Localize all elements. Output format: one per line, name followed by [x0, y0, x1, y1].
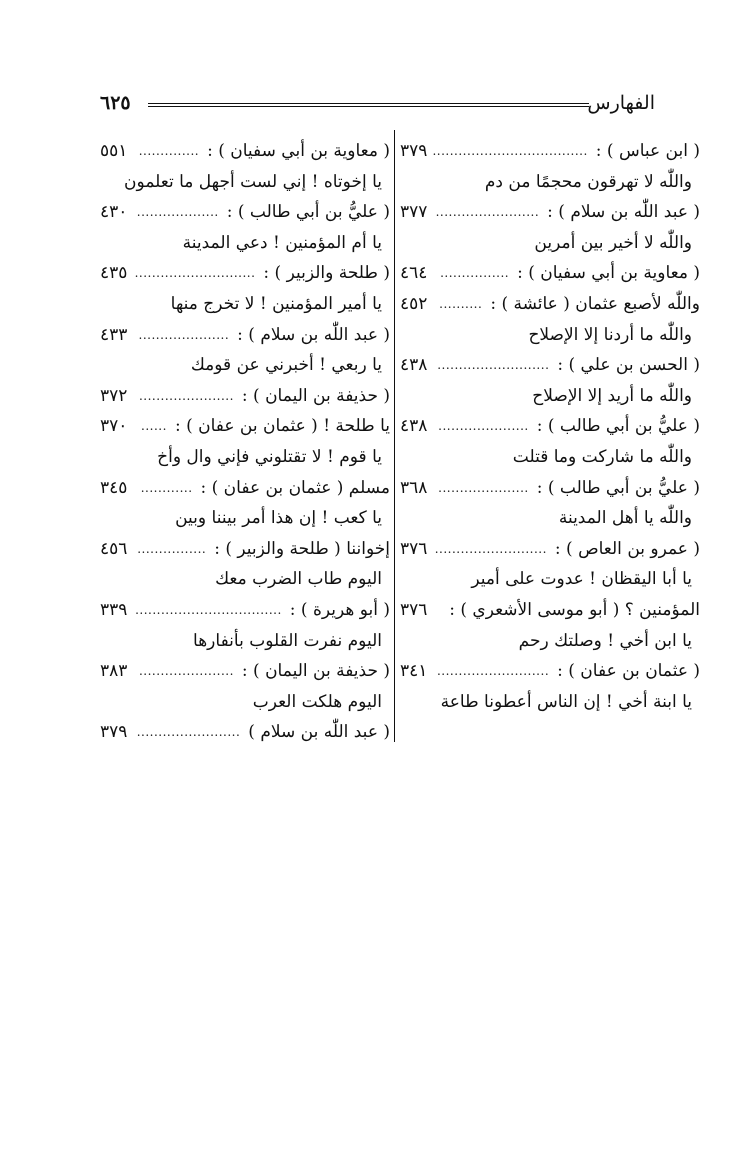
leader-dots: .................................... — [432, 144, 588, 158]
index-entry-ref — [400, 473, 700, 504]
leader-dots: ..................... — [138, 327, 230, 342]
entry-label: اليوم نفرت القلوب بأنفارها — [193, 630, 382, 651]
index-entry-text — [400, 381, 700, 412]
leader-dots: ...................... — [138, 664, 234, 679]
entry-label: ( عليُّ بن أبي طالب ) : — [226, 202, 390, 223]
entry-label: يا طلحة ! ( عثمان بن عفان ) : — [174, 416, 390, 437]
leader-dots: ........................ — [136, 725, 241, 740]
index-entry-text — [100, 228, 390, 259]
index-entry-ref — [100, 320, 390, 351]
leader-dots: .......................... — [437, 358, 550, 373]
entry-page-number: ٣٤١ — [400, 661, 428, 682]
index-entry-ref — [400, 595, 700, 626]
entry-page-number: ٣٧٩ — [100, 722, 128, 743]
index-entry-text — [100, 289, 390, 320]
index-entry-ref — [100, 534, 390, 565]
index-entry-ref — [400, 656, 700, 687]
left-column — [100, 136, 390, 748]
index-entry-text — [100, 687, 390, 718]
index-entry-text — [400, 503, 700, 534]
entry-label: يا أمير المؤمنين ! لا تخرج منها — [170, 293, 382, 314]
index-entry-ref — [400, 289, 700, 320]
entry-label: واللّٰه لا أخير بين أمرين — [534, 232, 692, 253]
entry-label: ( حذيفة بن اليمان ) : — [241, 661, 390, 682]
leader-dots: .............. — [138, 144, 200, 158]
index-entry-text — [400, 228, 700, 259]
entry-label: ( عليُّ بن أبي طالب ) : — [536, 416, 700, 437]
entry-label: إخواننا ( طلحة والزبير ) : — [214, 538, 390, 559]
entry-page-number: ٤٣٠ — [100, 202, 128, 223]
entry-label: يا ابنة أخي ! إن الناس أعطونا طاعة — [440, 691, 692, 712]
index-entry-ref — [100, 717, 390, 748]
column-divider — [394, 130, 395, 742]
entry-label: واللّٰه ما أردنا إلا الإصلاح — [528, 324, 692, 345]
page-header — [100, 92, 655, 118]
entry-label: واللّٰه ما أريد إلا الإصلاح — [532, 385, 692, 406]
entry-label: ( ابن عباس ) : — [595, 141, 700, 161]
entry-label: واللّٰه ما شاركت وما قتلت — [512, 446, 692, 467]
index-entry-ref — [100, 197, 390, 228]
entry-label: واللّٰه لأصبع عثمان ( عائشة ) : — [490, 293, 700, 314]
index-entry-text — [400, 687, 700, 718]
entry-page-number: ٣٧٩ — [400, 141, 428, 161]
entry-label: يا أبا اليقظان ! عدوت على أمير — [471, 569, 692, 590]
entry-label: ( معاوية بن أبي سفيان ) : — [517, 263, 700, 284]
entry-page-number: ٥٥١ — [100, 141, 128, 161]
entry-page-number: ٣٤٥ — [100, 477, 128, 498]
entry-page-number: ٣٧٦ — [400, 599, 428, 620]
entry-label: ( معاوية بن أبي سفيان ) : — [207, 141, 390, 161]
entry-page-number: ٤٣٣ — [100, 324, 128, 345]
index-entry-text — [400, 167, 700, 198]
index-entry-text — [100, 167, 390, 198]
entry-page-number: ٣٦٨ — [400, 477, 428, 498]
index-entry-ref — [100, 473, 390, 504]
index-entry-ref — [400, 258, 700, 289]
entry-page-number: ٣٣٩ — [100, 599, 128, 620]
leader-dots: .......... — [439, 296, 483, 311]
entry-label: ( عثمان بن عفان ) : — [557, 661, 700, 682]
index-entry-text — [400, 564, 700, 595]
index-entry-text — [100, 442, 390, 473]
entry-page-number: ٣٧٢ — [100, 385, 128, 406]
entry-label: اليوم هلكت العرب — [252, 691, 382, 712]
index-entry-ref — [400, 350, 700, 381]
leader-dots: .................................. — [135, 602, 282, 617]
entry-label: يا قوم ! لا تقتلوني فإني وال وأخ — [157, 446, 382, 467]
index-entry-ref — [100, 595, 390, 626]
index-entry-ref — [100, 136, 390, 167]
entry-page-number: ٤٣٨ — [400, 355, 428, 376]
entry-page-number: ٤٦٤ — [400, 263, 428, 284]
entry-label: المؤمنين ؟ ( أبو موسى الأشعري ) : — [449, 599, 700, 620]
index-entry-text — [400, 442, 700, 473]
leader-dots: .......................... — [436, 664, 550, 679]
entry-page-number: ٣٧٠ — [100, 416, 128, 437]
section-title: الفهارس — [587, 92, 655, 114]
entry-page-number: ٤٥٢ — [400, 293, 428, 314]
leader-dots: ..................... — [438, 419, 529, 434]
leader-dots: ................... — [136, 205, 219, 220]
entry-label: اليوم طاب الضرب معك — [215, 569, 382, 590]
index-entry-ref — [400, 197, 700, 228]
entry-label: ( عبد اللّٰه بن سلام ) : — [237, 324, 390, 345]
entry-label: يا إخوتاه ! إني لست أجهل ما تعلمون — [124, 171, 382, 192]
entry-label: مسلم ( عثمان بن عفان ) : — [200, 477, 390, 498]
entry-label: يا كعب ! إن هذا أمر بيننا وبين — [175, 508, 382, 529]
entry-page-number: ٤٣٨ — [400, 416, 428, 437]
entry-label: ( الحسن بن علي ) : — [557, 355, 700, 376]
entry-page-number: ٤٥٦ — [100, 538, 128, 559]
index-entry-text — [100, 350, 390, 381]
leader-dots: ............ — [140, 480, 193, 495]
header-rule — [148, 103, 589, 107]
entry-label: ( حذيفة بن اليمان ) : — [241, 385, 390, 406]
entry-label: ( عبد اللّٰه بن سلام ) — [248, 722, 390, 743]
entry-label: واللّٰه لا تهرقون محجمًا من دم — [484, 171, 692, 192]
index-entry-text — [100, 564, 390, 595]
index-entry-text — [400, 626, 700, 657]
entry-label: يا ابن أخي ! وصلتك رحم — [518, 630, 692, 651]
entry-label: يا ربعي ! أخبرني عن قومك — [190, 355, 382, 376]
entry-label: ( عمرو بن العاص ) : — [554, 538, 700, 559]
index-entry-text — [100, 503, 390, 534]
entry-page-number: ٣٧٧ — [400, 202, 428, 223]
index-entry-ref — [400, 411, 700, 442]
entry-page-number: ٤٣٥ — [100, 263, 128, 284]
entry-label: ( عبد اللّٰه بن سلام ) : — [547, 202, 700, 223]
leader-dots: ..................... — [438, 480, 529, 495]
index-entry-ref — [400, 136, 700, 167]
index-entry-ref — [100, 258, 390, 289]
index-entry-text — [100, 626, 390, 657]
index-entry-ref — [100, 381, 390, 412]
index-entry-ref — [100, 656, 390, 687]
entry-label: ( عليُّ بن أبي طالب ) : — [536, 477, 700, 498]
entry-page-number: ٣٨٣ — [100, 661, 128, 682]
entry-page-number: ٣٧٦ — [400, 538, 428, 559]
right-column — [400, 136, 700, 717]
page-number: ٦٢٥ — [100, 92, 131, 114]
leader-dots: ........................ — [435, 205, 540, 220]
entry-label: ( طلحة والزبير ) : — [263, 263, 390, 284]
entry-label: يا أم المؤمنين ! دعي المدينة — [182, 232, 382, 253]
leader-dots: ...... — [141, 419, 167, 434]
leader-dots: .......................... — [434, 541, 547, 556]
entry-label: ( أبو هريرة ) : — [289, 599, 390, 620]
leader-dots: ...................... — [138, 388, 234, 403]
leader-dots: ............................ — [134, 266, 256, 281]
index-entry-ref — [400, 534, 700, 565]
leader-dots: ................ — [137, 541, 207, 556]
index-entry-text — [400, 320, 700, 351]
index-entry-ref — [100, 411, 390, 442]
leader-dots: ................ — [440, 266, 510, 281]
entry-label: واللّٰه يا أهل المدينة — [558, 508, 692, 529]
